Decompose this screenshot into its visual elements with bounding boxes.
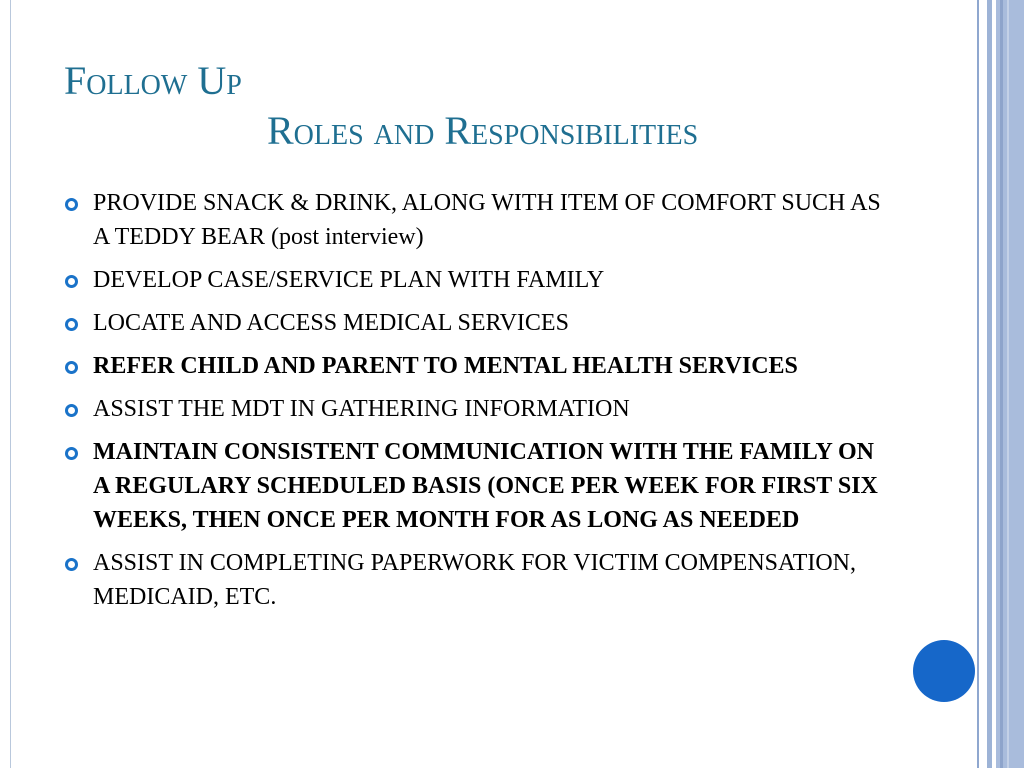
border-stripe — [1000, 0, 1003, 768]
slide-title — [64, 56, 964, 156]
bullet-item — [64, 263, 894, 297]
ring-bullet-icon — [65, 447, 78, 460]
ring-bullet-icon — [65, 198, 78, 211]
bullet-list — [64, 186, 894, 623]
bullet-text: REFER CHILD AND PARENT TO MENTAL HEALTH SERVICES — [93, 353, 798, 379]
border-stripe — [1007, 0, 1009, 768]
ring-bullet-icon — [65, 275, 78, 288]
bullet-item — [64, 349, 894, 383]
bullet-item — [64, 392, 894, 426]
ring-bullet-icon — [65, 404, 78, 417]
bullet-item — [64, 435, 894, 537]
ring-bullet-icon — [65, 558, 78, 571]
bullet-text: DEVELOP CASE/SERVICE PLAN WITH FAMILY — [93, 267, 605, 293]
bullet-text: ASSIST THE MDT IN GATHERING INFORMATION — [93, 396, 630, 422]
bullet-text: MAINTAIN CONSISTENT COMMUNICATION WITH THE FAMILY ON A REGULARY SCHEDULED BASIS (ONCE PER WEEK FOR FIRST SIX WEEKS, THEN ONCE PER MONTH FOR AS LONG AS NEEDED — [93, 439, 878, 533]
right-decorative-border — [977, 0, 1024, 768]
bullet-text: PROVIDE SNACK & DRINK, ALONG WITH ITEM OF COMFORT SUCH AS A TEDDY BEAR (post interview) — [93, 190, 881, 250]
title-line-1: Follow Up — [64, 58, 242, 103]
left-border-line — [10, 0, 11, 768]
title-line-2: Roles and Responsibilities — [267, 108, 699, 153]
bullet-item — [64, 546, 894, 614]
ring-bullet-icon — [65, 361, 78, 374]
bullet-text: ASSIST IN COMPLETING PAPERWORK FOR VICTIM COMPENSATION, MEDICAID, ETC. — [93, 550, 857, 610]
ring-bullet-icon — [65, 318, 78, 331]
bullet-item — [64, 186, 894, 254]
border-stripe — [979, 0, 987, 768]
bullet-item — [64, 306, 894, 340]
bullet-text: LOCATE AND ACCESS MEDICAL SERVICES — [93, 310, 569, 336]
circle-icon — [913, 640, 975, 702]
